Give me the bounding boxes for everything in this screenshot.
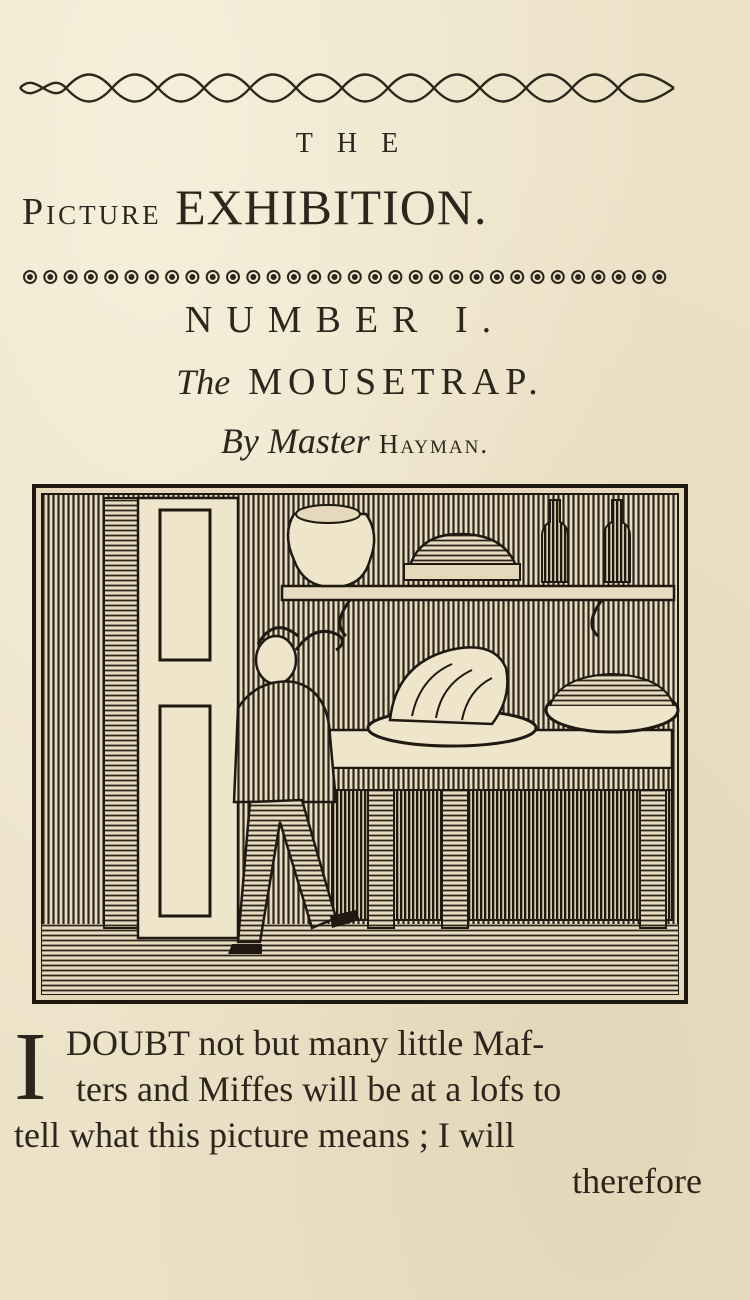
body-line: tell what this picture means ; I will xyxy=(14,1115,515,1155)
byline-name: Hayman. xyxy=(378,429,490,459)
title-word-picture: Picture xyxy=(22,191,162,233)
title-word-exhibition: EXHIBITION. xyxy=(175,179,488,235)
body-line: DOUBT not but many little Maf- xyxy=(66,1023,545,1063)
drop-cap: I xyxy=(14,1013,47,1121)
body-line: therefore xyxy=(572,1161,702,1201)
header-the: THE xyxy=(295,128,423,159)
woodcut-kitchen-scene-icon xyxy=(32,484,688,1004)
section-number: NUMBER I. xyxy=(184,299,506,341)
dotted-rule-icon xyxy=(20,266,672,288)
ornamental-border-icon xyxy=(16,66,678,110)
byline xyxy=(0,420,710,462)
subtitle-article: The xyxy=(176,362,231,402)
subtitle-main: MOUSETRAP. xyxy=(248,361,544,403)
section-subtitle xyxy=(0,360,720,404)
body-line: ters and Miffes will be at a lofs to xyxy=(76,1069,562,1109)
page-title xyxy=(22,178,682,236)
byline-prefix: By Master xyxy=(220,421,370,461)
